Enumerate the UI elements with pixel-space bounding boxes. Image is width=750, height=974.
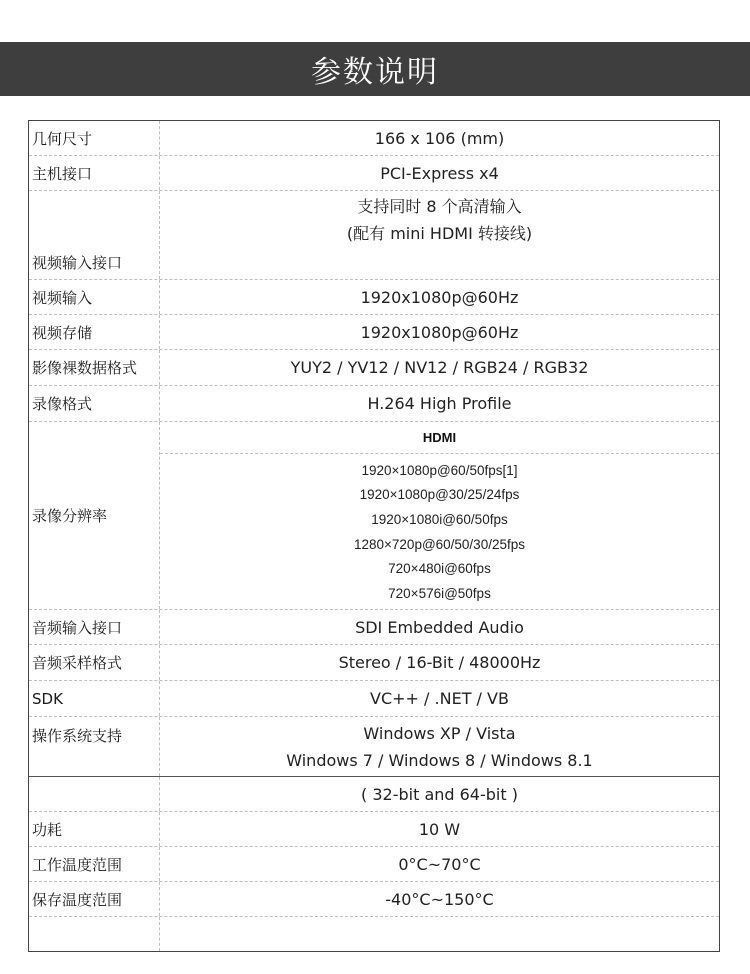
list-item: 720×576i@50fps [388,585,491,601]
spec-value: SDI Embedded Audio [355,617,524,637]
spec-value: 0°C~70°C [398,854,481,874]
spec-label [29,917,160,951]
spec-row-video-input [29,280,719,315]
spec-row-host-interface [29,156,719,191]
spec-label: 保存温度范围 [29,882,160,916]
spec-row-record-resolution [29,422,719,610]
spec-label: 录像格式 [29,386,160,421]
spec-row-dimensions [29,121,719,156]
spec-value: 1920x1080p@60Hz [360,322,519,342]
spec-value: 166 x 106 (mm) [374,128,505,148]
list-item: 1920×1080i@60/50fps [371,511,508,527]
resolution-list [160,456,719,609]
spec-row-operating-temp [29,847,719,882]
spec-row-power [29,812,719,847]
spec-value: 10 W [418,819,461,839]
spec-label: 音频输入接口 [29,610,160,644]
hdmi-subheader: HDMI [160,422,719,454]
spec-row-audio-input [29,610,719,645]
spec-label: 功耗 [29,812,160,846]
spec-value: Stereo / 16-Bit / 48000Hz [338,653,541,672]
spec-row-os [29,717,719,777]
spec-table [28,120,720,952]
spec-row-os-bits [29,777,719,812]
spec-label: 视频存储 [29,315,160,349]
list-item: 1920×1080p@30/25/24fps [359,487,520,503]
spec-value: 1920x1080p@60Hz [360,287,519,307]
spec-value: ( 32-bit and 64-bit ) [361,784,518,804]
spec-value: Windows XP / Vista Windows 7 / Windows 8 / Windows 8.1 [286,723,593,770]
spec-value: PCI-Express x4 [380,163,499,183]
page-title: 参数说明 [311,55,439,90]
spec-label: 影像裸数据格式 [29,350,160,385]
spec-label: SDK [29,681,160,716]
spec-row-audio-format [29,645,719,681]
spec-row-empty [29,917,719,951]
spec-value: YUY2 / YV12 / NV12 / RGB24 / RGB32 [290,358,589,377]
spec-label: 视频输入接口 [29,191,160,279]
spec-row-video-input-interface [29,191,719,280]
spec-label: 工作温度范围 [29,847,160,881]
spec-label: 操作系统支持 [29,717,160,776]
spec-label: 音频采样格式 [29,645,160,680]
spec-label: 主机接口 [29,156,160,190]
list-item: 1280×720p@60/50/30/25fps [354,536,525,552]
spec-label: 视频输入 [29,280,160,314]
spec-label: 录像分辨率 [29,422,160,609]
spec-value [160,917,719,951]
spec-value: VC++ / .NET / VB [370,689,509,708]
spec-label [29,777,160,811]
list-item: 1920×1080p@60/50fps[1] [361,462,518,478]
list-item: 720×480i@60fps [388,561,491,577]
spec-value: -40°C~150°C [385,889,494,909]
spec-row-sdk [29,681,719,717]
spec-row-storage-temp [29,882,719,917]
spec-row-video-storage [29,315,719,350]
spec-row-raw-format [29,350,719,386]
section-banner [0,42,750,96]
spec-value: 支持同时 8 个高清输入 (配有 mini HDMI 转接线) [346,197,533,243]
spec-row-record-format [29,386,719,422]
spec-label: 几何尺寸 [29,121,160,155]
spec-value: H.264 High Profile [367,394,512,413]
